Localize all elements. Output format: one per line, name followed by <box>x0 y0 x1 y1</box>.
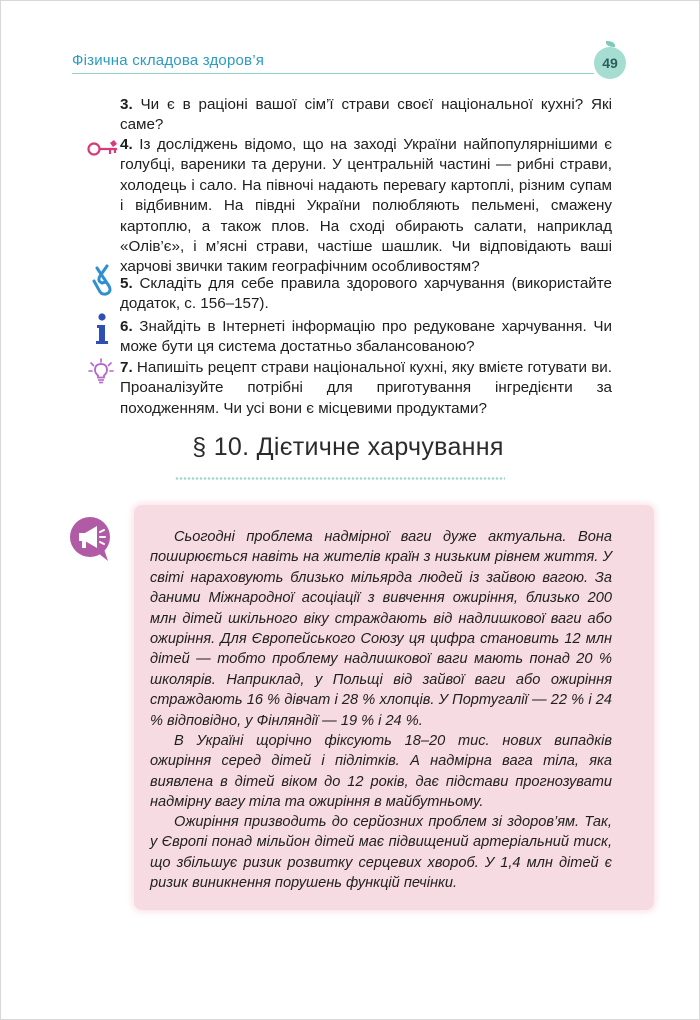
question-text: Із досліджень відомо, що на заході України найпопулярнішими є голубці, вареники та деруни. У центральній частині — рибні страви, холодець і сало. На півночі надають перевагу картоплі, різним супам і відбивним. На півдні України полюбляють пельмені, смажену картоплю, а також плов. На сході обирають салати, наприклад «Олів’є», і м’ясні страви, частіше шашлик. Чи відповідають ваші харчові звички таким географічним особливостям? <box>120 136 612 276</box>
dotted-divider <box>175 476 505 481</box>
question-number: 7. <box>120 359 133 376</box>
info-paragraph-1: Сьогодні проблема надмірної ваги дуже актуальна. Вона поширюється навіть на жителів країн з низьким рівнем життя. У світі нараховують близько мільярда людей із зайвою вагою. За даними Міжнародної асоціації з вивчення ожиріння, близько 200 млн дітей шкільного віку страждають від надлишкової ваги або ожиріння. Для Європейського Союзу ця цифра становить 12 млн дітей — тобто проблему надлишкової ваги мають понад 20 % школярів. Наприклад, у Польщі від зайвої ваги або ожиріння страждають 16 % дівчат і 28 % хлопців. У Португалії — 22 % і 24 % відповідно, у Фінляндії — 19 % і 24 %. <box>150 529 612 729</box>
question-text: Напишіть рецепт страви національної кухні, яку вмієте готувати ви. Проаналізуйте потрібні для приготування інгредієнти за походженням. Чи усі вони є місцевими продуктами? <box>120 359 612 417</box>
megaphone-icon <box>68 515 118 563</box>
key-icon <box>86 140 120 158</box>
question-text: Складіть для себе правила здорового харчування (використайте додаток, с. 156–157). <box>120 275 612 313</box>
info-paragraph-2: В Україні щорічно фіксують 18–20 тис. нових випадків ожиріння серед дітей і підлітків. А надмірна вага тіла, яка виявлена в дітей віком до 12 років, дає підстави прогнозувати надмірну вагу тіла та ожиріння в майбутньому. <box>150 733 612 811</box>
info-icon <box>94 313 110 345</box>
question-7 <box>120 358 612 419</box>
question-number: 5. <box>120 275 133 292</box>
paperclip-icon <box>92 264 114 298</box>
page-number: 49 <box>602 55 618 71</box>
question-4 <box>120 135 612 278</box>
question-text: Знайдіть в Інтернеті інформацію про редуковане харчування. Чи може бути ця система достатньо збалансованою? <box>120 318 612 356</box>
info-paragraph-3: Ожиріння призводить до серйозних проблем зі здоров’ям. Так, у Європі понад мільйон дітей має підвищений артеріальний тиск, що збільшує ризик розвитку серцевих хвороб. У 1,4 млн дітей є ризик виникнення порушень функцій печінки. <box>150 814 612 892</box>
section-title: § 10. Дієтичне харчування <box>192 433 504 461</box>
question-6 <box>120 317 612 358</box>
question-5 <box>120 274 612 315</box>
question-number: 3. <box>120 96 133 113</box>
question-text: Чи є в раціоні вашої сім’ї страви своєї національної кухні? Які саме? <box>120 96 612 134</box>
lightbulb-icon <box>88 358 114 384</box>
question-number: 6. <box>120 318 133 335</box>
page-number-badge <box>594 47 626 79</box>
question-3 <box>120 95 612 136</box>
running-header: Фізична складова здоров’я <box>72 52 265 69</box>
header-rule <box>72 73 594 74</box>
question-number: 4. <box>120 136 133 153</box>
